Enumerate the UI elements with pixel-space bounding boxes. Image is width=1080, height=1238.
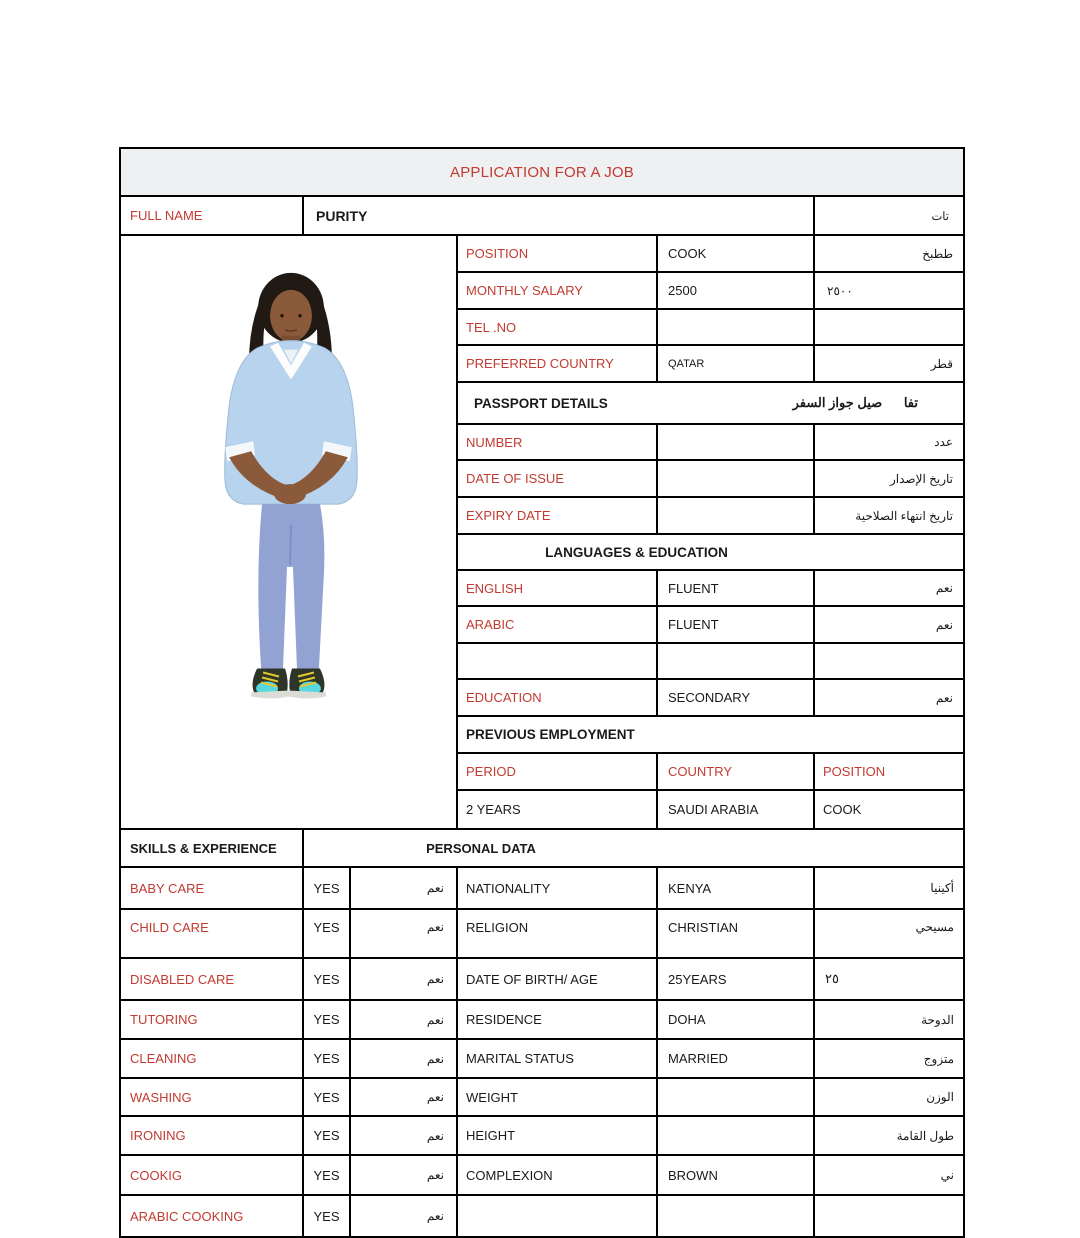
cooking-yes: YES — [304, 1156, 351, 1194]
languages-education-header — [458, 533, 963, 569]
cleaning-yes-arabic: نعم — [351, 1040, 458, 1077]
personal-data-header-cell — [304, 830, 963, 866]
passport-number-label: NUMBER — [458, 425, 658, 459]
previous-employment-title: PREVIOUS EMPLOYMENT — [466, 727, 635, 742]
employment-country-value: SAUDI ARABIA — [658, 791, 815, 828]
details-column — [458, 236, 963, 828]
empty-language-row — [458, 642, 963, 678]
salary-row — [458, 271, 963, 308]
height-label: HEIGHT — [458, 1117, 658, 1154]
disabled-care-row — [121, 957, 963, 999]
position-value: COOK — [658, 236, 815, 271]
employment-columns-row — [458, 752, 963, 789]
position-column-header: POSITION — [823, 764, 886, 779]
expiry-date-label: EXPIRY DATE — [458, 498, 658, 533]
skill-ironing: IRONING — [121, 1117, 304, 1154]
passport-number-arabic: عدد — [934, 435, 953, 449]
empty-personal-label — [458, 1196, 658, 1236]
child-care-yes: YES — [304, 910, 351, 957]
passport-details-header — [458, 381, 963, 423]
date-of-issue-row — [458, 459, 963, 496]
marital-status-arabic: متزوج — [923, 1051, 954, 1066]
ironing-yes: YES — [304, 1117, 351, 1154]
skill-disabled-care: DISABLED CARE — [121, 959, 304, 999]
date-of-issue-label: DATE OF ISSUE — [458, 461, 658, 496]
religion-arabic: مسيحي — [915, 920, 954, 934]
position-label: POSITION — [458, 236, 658, 271]
passport-details-title: PASSPORT DETAILS — [474, 395, 608, 411]
nationality-label: NATIONALITY — [458, 868, 658, 908]
nationality-arabic: أكينيا — [930, 881, 954, 895]
washing-row — [121, 1077, 963, 1115]
ironing-yes-arabic: نعم — [351, 1117, 458, 1154]
preferred-country-value: QATAR — [658, 346, 815, 381]
child-care-yes-arabic: نعم — [351, 910, 458, 957]
skill-child-care: CHILD CARE — [121, 910, 304, 957]
baby-care-yes-arabic: نعم — [351, 868, 458, 908]
cooking-row — [121, 1154, 963, 1194]
full-name-label: FULL NAME — [121, 197, 304, 234]
empty-label — [458, 644, 658, 678]
salary-value: 2500 — [658, 273, 815, 308]
education-row — [458, 678, 963, 715]
full-name-row — [121, 195, 963, 234]
empty-personal-value — [658, 1196, 815, 1236]
skill-tutoring: TUTORING — [121, 1001, 304, 1038]
english-row — [458, 569, 963, 605]
languages-education-title: LANGUAGES & EDUCATION — [545, 544, 728, 560]
application-form-table — [119, 147, 965, 1238]
previous-employment-header — [458, 715, 963, 752]
arabic-label: ARABIC — [458, 607, 658, 642]
employment-period-value: 2 YEARS — [458, 791, 658, 828]
english-value: FLUENT — [658, 571, 815, 605]
salary-label: MONTHLY SALARY — [458, 273, 658, 308]
skill-cooking: COOKIG — [121, 1156, 304, 1194]
complexion-arabic: ني — [940, 1168, 954, 1182]
page-title: APPLICATION FOR A JOB — [450, 163, 634, 181]
education-arabic: نعم — [935, 690, 953, 705]
date-of-birth-arabic: ٢٥ — [825, 971, 839, 986]
applicant-figure-illustration — [121, 236, 456, 826]
disabled-care-yes-arabic: نعم — [351, 959, 458, 999]
english-arabic: نعم — [935, 581, 953, 595]
education-value: SECONDARY — [658, 680, 815, 715]
position-arabic: ططبخ — [922, 246, 953, 261]
weight-label: WEIGHT — [458, 1079, 658, 1115]
passport-details-title-arabic: تفا صيل جواز السفر — [792, 395, 918, 410]
marital-status-value: MARRIED — [658, 1040, 815, 1077]
personal-data-title: PERSONAL DATA — [426, 840, 536, 856]
height-value — [658, 1117, 815, 1154]
skill-arabic-cooking: ARABIC COOKING — [121, 1196, 304, 1236]
residence-value: DOHA — [658, 1001, 815, 1038]
skills-experience-title: SKILLS & EXPERIENCE — [121, 830, 304, 866]
education-label: EDUCATION — [458, 680, 658, 715]
arabic-value: FLUENT — [658, 607, 815, 642]
height-arabic: طول القامة — [896, 1128, 954, 1143]
arabic-cooking-row — [121, 1194, 963, 1236]
religion-label: RELIGION — [458, 910, 658, 957]
residence-arabic: الدوحة — [921, 1012, 954, 1027]
washing-yes: YES — [304, 1079, 351, 1115]
skill-cleaning: CLEANING — [121, 1040, 304, 1077]
complexion-value: BROWN — [658, 1156, 815, 1194]
tutoring-yes: YES — [304, 1001, 351, 1038]
passport-number-row — [458, 423, 963, 459]
ironing-row — [121, 1115, 963, 1154]
weight-arabic: الوزن — [926, 1090, 954, 1104]
passport-number-value — [658, 425, 815, 459]
empty-personal-arabic — [815, 1196, 963, 1236]
marital-status-label: MARITAL STATUS — [458, 1040, 658, 1077]
salary-arabic: ٢٥٠٠ — [827, 283, 853, 298]
arabic-row — [458, 605, 963, 642]
skill-baby-care: BABY CARE — [121, 868, 304, 908]
date-of-issue-value — [658, 461, 815, 496]
washing-yes-arabic: نعم — [351, 1079, 458, 1115]
residence-label: RESIDENCE — [458, 1001, 658, 1038]
preferred-country-label: PREFERRED COUNTRY — [458, 346, 658, 381]
skill-washing: WASHING — [121, 1079, 304, 1115]
country-column-header: COUNTRY — [658, 754, 815, 789]
form-title-row — [121, 149, 963, 195]
expiry-date-row — [458, 496, 963, 533]
english-label: ENGLISH — [458, 571, 658, 605]
date-of-issue-arabic: تاريخ الإصدار — [889, 471, 953, 486]
date-of-birth-label: DATE OF BIRTH/ AGE — [458, 959, 658, 999]
preferred-country-row — [458, 344, 963, 381]
employment-position-value: COOK — [823, 802, 862, 817]
empty-arabic — [815, 644, 963, 678]
telephone-value — [658, 310, 815, 344]
position-row — [458, 236, 963, 271]
full-name-arabic: تات — [931, 210, 949, 223]
arabic-arabic: نعم — [935, 617, 953, 632]
cooking-yes-arabic: نعم — [351, 1156, 458, 1194]
disabled-care-yes: YES — [304, 959, 351, 999]
telephone-arabic — [815, 310, 963, 344]
baby-care-yes: YES — [304, 868, 351, 908]
nationality-value: KENYA — [658, 868, 815, 908]
telephone-row — [458, 308, 963, 344]
child-care-row — [121, 908, 963, 957]
skills-personal-header-row — [121, 828, 963, 866]
full-name-value: PURITY — [304, 197, 815, 234]
complexion-label: COMPLEXION — [458, 1156, 658, 1194]
arabic-cooking-yes: YES — [304, 1196, 351, 1236]
preferred-country-arabic: قطر — [930, 356, 953, 371]
expiry-date-value — [658, 498, 815, 533]
religion-value: CHRISTIAN — [658, 910, 815, 957]
weight-value — [658, 1079, 815, 1115]
period-column-header: PERIOD — [458, 754, 658, 789]
cleaning-yes: YES — [304, 1040, 351, 1077]
empty-value — [658, 644, 815, 678]
employment-data-row — [458, 789, 963, 828]
tutoring-yes-arabic: نعم — [351, 1001, 458, 1038]
baby-care-row — [121, 866, 963, 908]
applicant-photo — [121, 236, 458, 828]
form-body — [121, 234, 963, 828]
tutoring-row — [121, 999, 963, 1038]
arabic-cooking-yes-arabic: نعم — [351, 1196, 458, 1236]
date-of-birth-value: 25YEARS — [658, 959, 815, 999]
expiry-date-arabic: تاريخ انتهاء الصلاحية — [855, 508, 953, 523]
cleaning-row — [121, 1038, 963, 1077]
telephone-label: TEL .NO — [458, 310, 658, 344]
